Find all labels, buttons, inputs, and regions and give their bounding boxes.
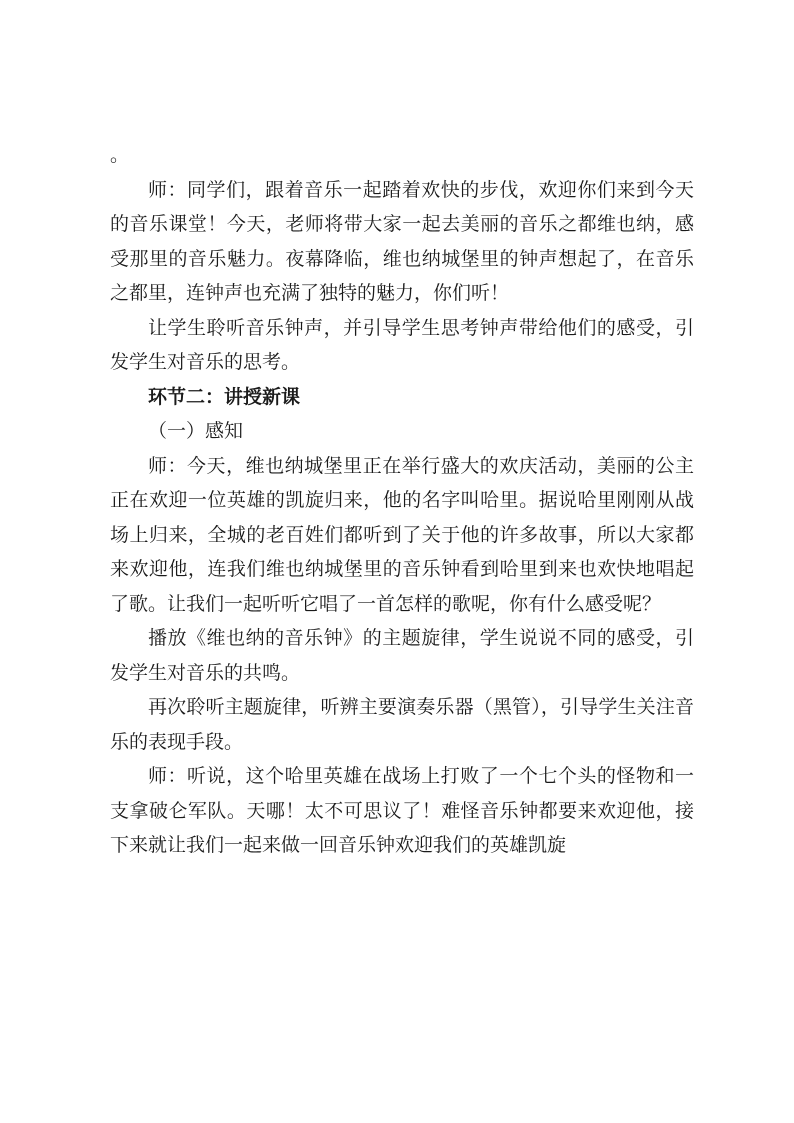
paragraph-listen-again: 再次聆听主题旋律，听辨主要演奏乐器（黑管），引导学生关注音乐的表现手段。 xyxy=(110,696,694,753)
paragraph-teacher-hero: 师：听说，这个哈里英雄在战场上打败了一个七个头的怪物和一支拿破仑军队。天哪！太不可思议了！难怪音乐钟都要来欢迎他，接下来就让我们一起来做一回音乐钟欢迎我们的英雄凯旋 xyxy=(110,765,694,856)
fragment-top: 。 xyxy=(110,144,130,166)
paragraph-teacher-story: 师：今天，维也纳城堡里正在举行盛大的欢庆活动，美丽的公主正在欢迎一位英雄的凯旋归来，他的名字叫哈里。据说哈里刚刚从战场上归来，全城的老百姓们都听到了关于他的许多故事，所以大家都来欢迎他，连我们维也纳城堡里的音乐钟看到哈里到来也欢快地唱起了歌。让我们一起听听它唱了一首怎样的歌呢，你有什么感受呢？ xyxy=(110,454,694,615)
paragraph-teacher-intro: 师：同学们，跟着音乐一起踏着欢快的步伐，欢迎你们来到今天的音乐课堂！今天，老师将带大家一起去美丽的音乐之都维也纳，感受那里的音乐魅力。夜幕降临，维也纳城堡里的钟声想起了，在音乐之都里，连钟声也充满了独特的魅力，你们听！ xyxy=(110,178,694,304)
paragraph-listen-bells: 让学生聆听音乐钟声，并引导学生思考钟声带给他们的感受，引发学生对音乐的思考。 xyxy=(110,316,694,373)
section-heading: 环节二：讲授新课 xyxy=(148,385,301,408)
paragraph-play-theme: 播放《维也纳的音乐钟》的主题旋律，学生说说不同的感受，引发学生对音乐的共鸣。 xyxy=(110,627,694,684)
document-body xyxy=(110,138,694,863)
subsection-heading: （一）感知 xyxy=(148,420,244,442)
